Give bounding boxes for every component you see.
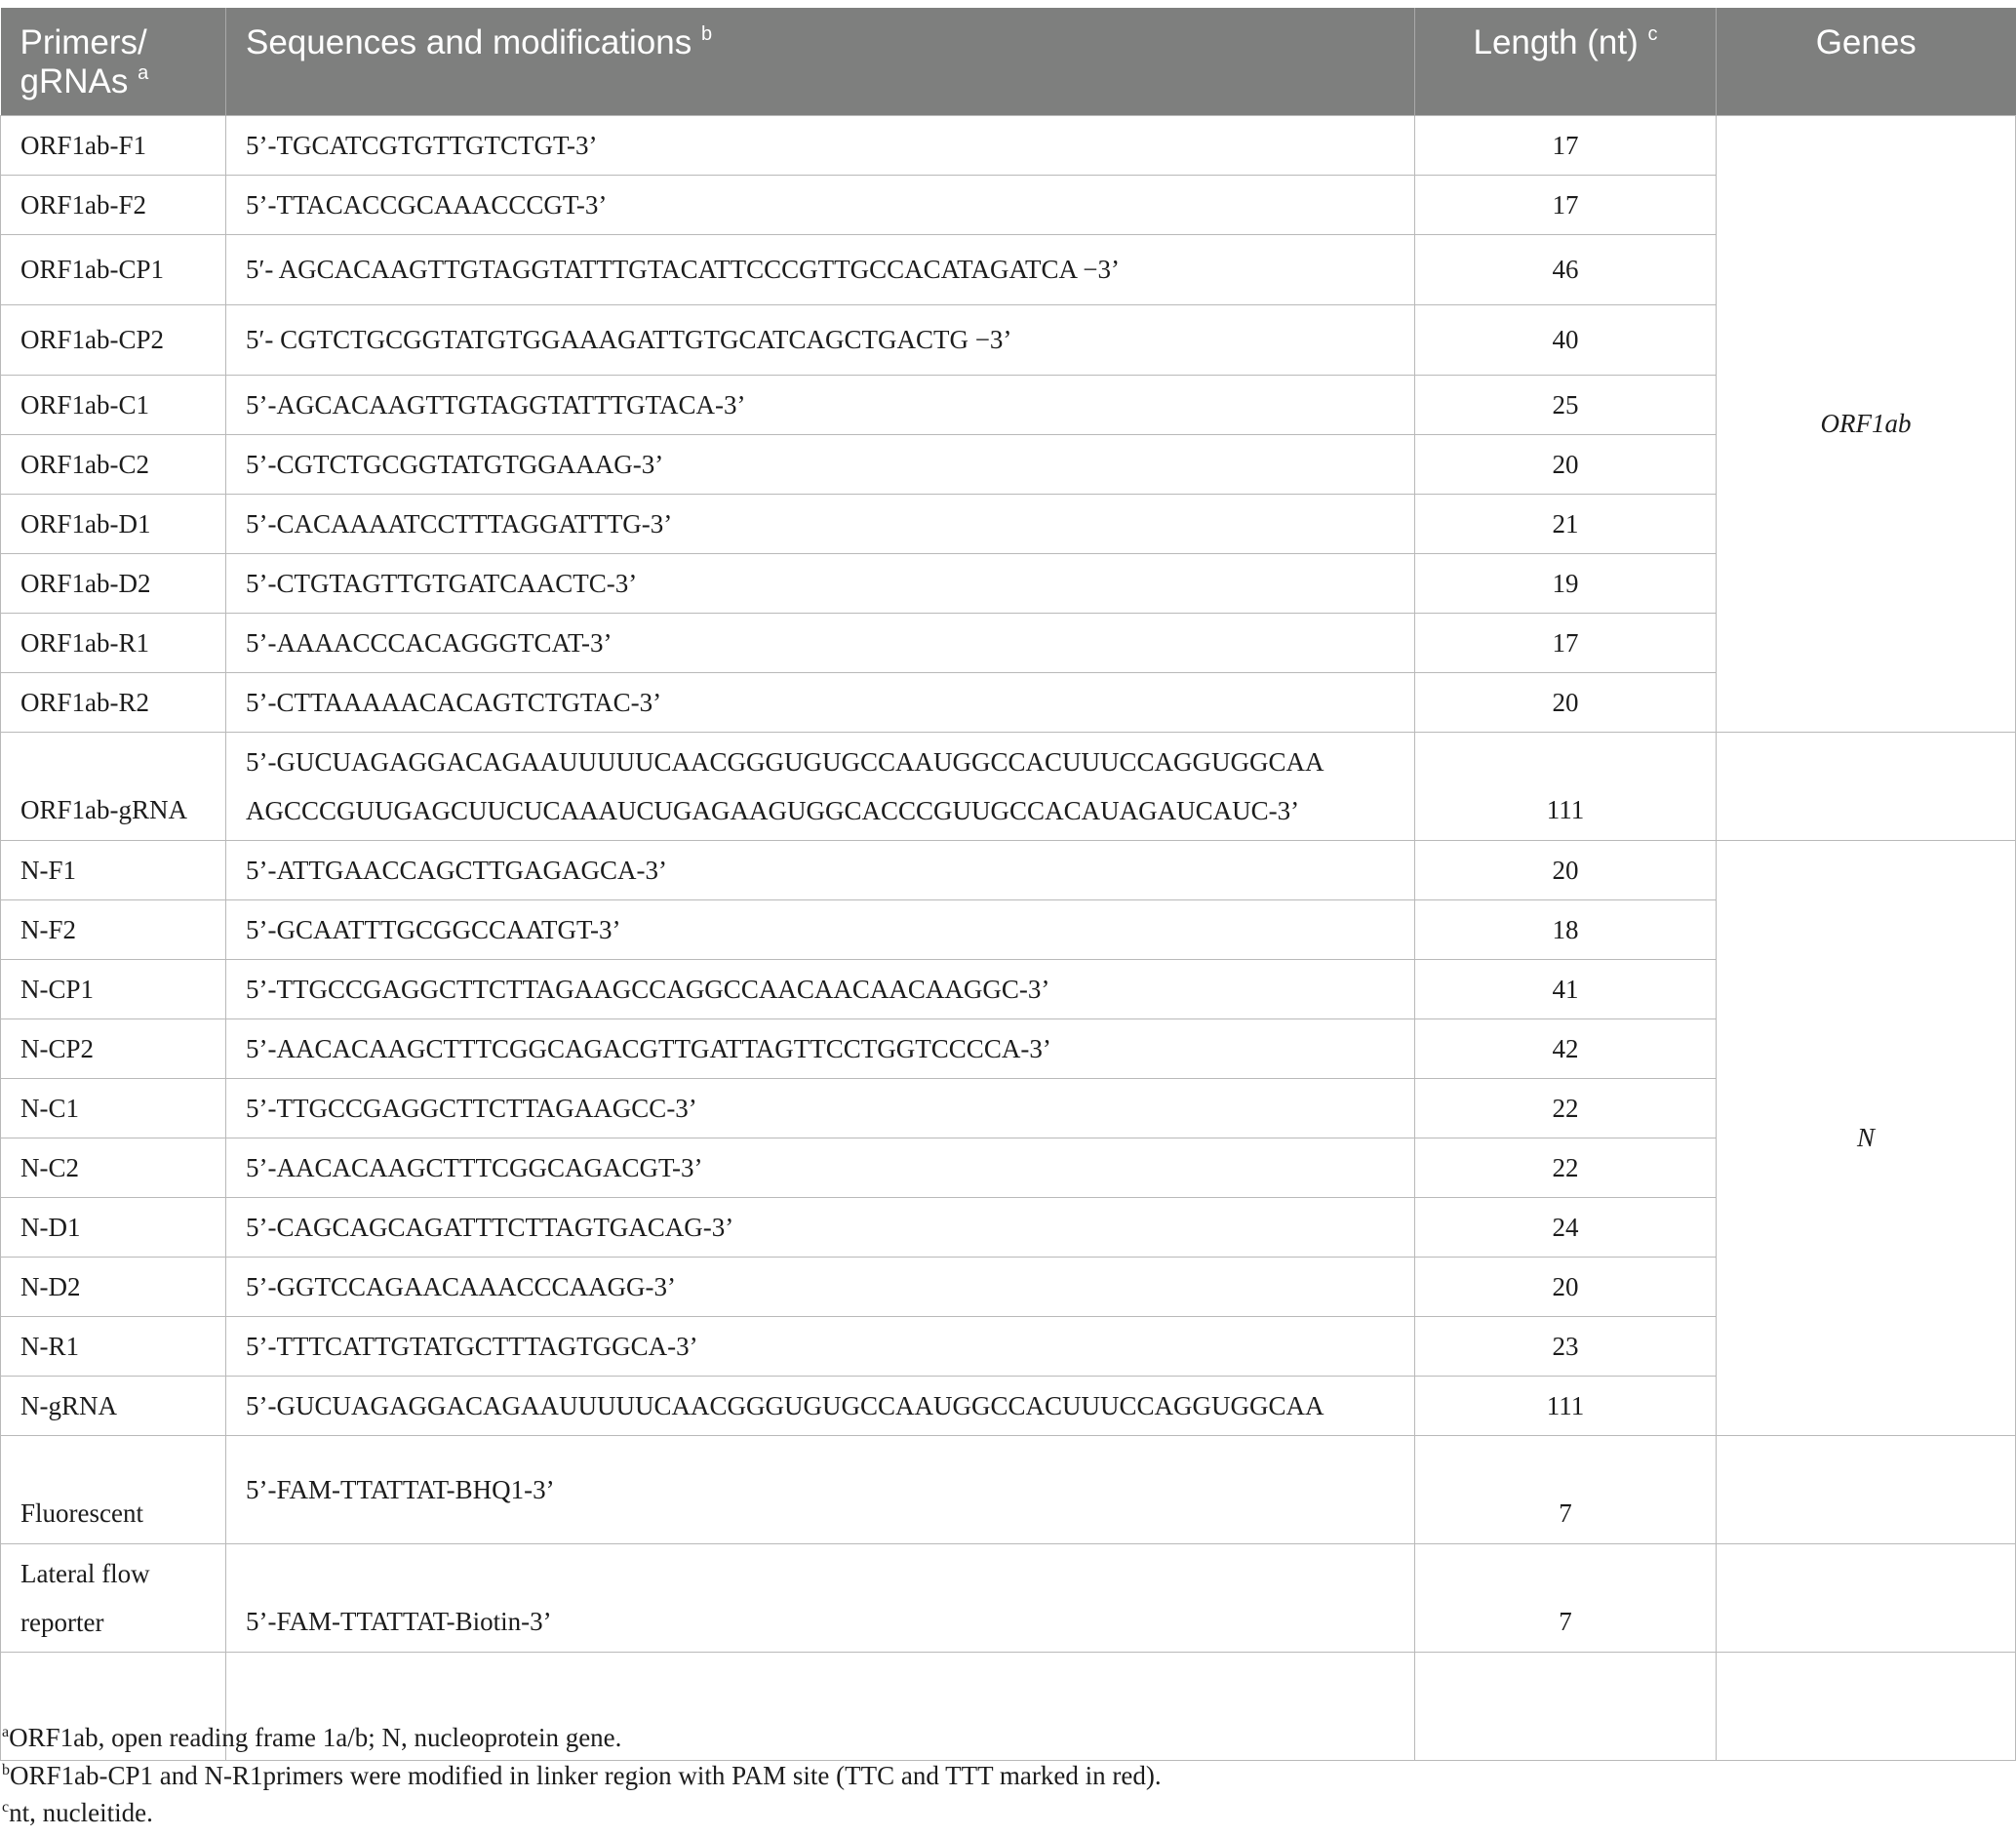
gene-n: N — [1717, 840, 2016, 1435]
table-row — [1, 840, 2016, 899]
primer-sequence: 5’-TTGCCGAGGCTTCTTAGAAGCCAGGCCAACAACAACAAGGC-3’ — [226, 959, 1415, 1018]
table-row — [1, 304, 2016, 375]
primer-length: 46 — [1415, 234, 1717, 304]
primer-name: ORF1ab-F2 — [1, 175, 226, 234]
primer-name: ORF1ab-F1 — [1, 115, 226, 175]
primer-name: N-gRNA — [1, 1376, 226, 1435]
primer-sequence: 5’-TGCATCGTGTTGTCTGT-3’ — [226, 115, 1415, 175]
table-row — [1, 434, 2016, 494]
name-line-2: reporter — [20, 1607, 104, 1637]
table-row — [1, 494, 2016, 553]
header-primers: Primers/ gRNAs $^a$ — [1, 8, 226, 115]
primer-sequence: 5’-CTTAAAAACACAGTCTGTAC-3’ — [226, 672, 1415, 732]
primer-length: 20 — [1415, 434, 1717, 494]
primer-length: 17 — [1415, 115, 1717, 175]
primer-sequence: 5’-GCAATTTGCGGCCAATGT-3’ — [226, 899, 1415, 959]
primer-length: 20 — [1415, 840, 1717, 899]
gene-empty-cell — [1717, 1652, 2016, 1760]
table-row — [1, 959, 2016, 1018]
primer-sequence: 5’-GUCUAGAGGACAGAAUUUUUCAACGGGUGUGCCAAUGGCCACUUUCCAGGUGGCAA — [226, 1376, 1415, 1435]
primer-name: ORF1ab-D2 — [1, 553, 226, 613]
header-length: Length (nt) $^c$ — [1415, 8, 1717, 115]
primer-sequence — [226, 732, 1415, 840]
primer-sequence: 5’-CTGTAGTTGTGATCAACTC-3’ — [226, 553, 1415, 613]
primer-length: 41 — [1415, 959, 1717, 1018]
primer-length: 23 — [1415, 1316, 1717, 1376]
primer-length: 24 — [1415, 1197, 1717, 1257]
table-row — [1, 175, 2016, 234]
primer-length: 40 — [1415, 304, 1717, 375]
sequence-line-1: 5’-FAM-TTATTAT-BHQ1-3’ — [246, 1474, 555, 1504]
footnote-b: $^b$ORF1ab-CP1 and N-R1primers were modified in linker region with PAM site (TTC and TTT marked in red). — [2, 1761, 1162, 1790]
table-row — [1, 234, 2016, 304]
primer-sequence: 5’-TTACACCGCAAACCCGT-3’ — [226, 175, 1415, 234]
gene-orf1ab: ORF1ab — [1717, 115, 2016, 732]
table-row — [1, 115, 2016, 175]
primer-name: N-D1 — [1, 1197, 226, 1257]
primer-name: N-CP2 — [1, 1018, 226, 1078]
primer-length: 22 — [1415, 1138, 1717, 1197]
primer-name: ORF1ab-C2 — [1, 434, 226, 494]
primer-name: ORF1ab-CP1 — [1, 234, 226, 304]
table-row — [1, 553, 2016, 613]
primer-sequence: 5’-GGTCCAGAACAAACCCAAGG-3’ — [226, 1257, 1415, 1316]
primer-sequence: 5’-CACAAAATCCTTTAGGATTTG-3’ — [226, 494, 1415, 553]
gene-empty-cell — [1717, 732, 2016, 840]
header-genes: Genes — [1717, 8, 2016, 115]
footnote-c: $^c$nt, nucleitide. — [2, 1798, 153, 1827]
primer-sequence: 5’-TTGCCGAGGCTTCTTAGAAGCC-3’ — [226, 1078, 1415, 1138]
primer-name: ORF1ab-D1 — [1, 494, 226, 553]
primer-sequence: 5’-CAGCAGCAGATTTCTTAGTGACAG-3’ — [226, 1197, 1415, 1257]
primer-name: N-C2 — [1, 1138, 226, 1197]
primer-length: 7 — [1415, 1435, 1717, 1543]
table-header-row — [1, 8, 2016, 115]
table-row — [1, 899, 2016, 959]
primer-name: N-F1 — [1, 840, 226, 899]
primer-name: ORF1ab-R1 — [1, 613, 226, 672]
gene-empty-cell — [1717, 1543, 2016, 1652]
table-row — [1, 1197, 2016, 1257]
gene-empty-cell — [1717, 1435, 2016, 1543]
primer-sequence: 5’-CGTCTGCGGTATGTGGAAAG-3’ — [226, 434, 1415, 494]
header-sequences: Sequences and modifications $^b$ — [226, 8, 1415, 115]
primer-length: 7 — [1415, 1543, 1717, 1652]
table-row — [1, 1018, 2016, 1078]
primer-sequence: 5′- CGTCTGCGGTATGTGGAAAGATTGTGCATCAGCTGACTG −3’ — [226, 304, 1415, 375]
primer-length: 111 — [1415, 1376, 1717, 1435]
footnote-a: $^a$ORF1ab, open reading frame 1a/b; N, nucleoprotein gene. — [2, 1723, 622, 1752]
primer-sequence: 5’-AGCACAAGTTGTAGGTATTTGTACA-3’ — [226, 375, 1415, 434]
primer-length: 19 — [1415, 553, 1717, 613]
primer-table — [0, 8, 2016, 1761]
primer-name: ORF1ab-R2 — [1, 672, 226, 732]
primer-table-container — [0, 8, 2016, 1761]
primer-name — [1, 1543, 226, 1652]
table-row — [1, 1543, 2016, 1652]
table-row — [1, 613, 2016, 672]
primer-name: N-D2 — [1, 1257, 226, 1316]
primer-length: 17 — [1415, 175, 1717, 234]
name-line-1: Lateral flow — [20, 1558, 150, 1588]
sequence-line-1: 5’-GUCUAGAGGACAGAAUUUUUCAACGGGUGUGCCAAUGGCCACUUUCCAGGUGGCAA — [246, 746, 1324, 777]
table-row — [1, 732, 2016, 840]
primer-sequence — [226, 1435, 1415, 1543]
sequence-line-2: AGCCCGUUGAGCUUCUCAAAUCUGAGAAGUGGCACCCGUUGCCACAUAGAUCAUC-3’ — [246, 795, 1300, 825]
primer-name: ORF1ab-C1 — [1, 375, 226, 434]
primer-sequence: 5′- AGCACAAGTTGTAGGTATTTGTACATTCCCGTTGCCACATAGATCA −3’ — [226, 234, 1415, 304]
table-row — [1, 375, 2016, 434]
primer-length: 20 — [1415, 1257, 1717, 1316]
primer-sequence: 5’-FAM-TTATTAT-Biotin-3’ — [226, 1543, 1415, 1652]
primer-length: 42 — [1415, 1018, 1717, 1078]
table-row — [1, 1078, 2016, 1138]
table-row — [1, 1257, 2016, 1316]
table-row — [1, 1435, 2016, 1543]
primer-length: 17 — [1415, 613, 1717, 672]
primer-sequence: 5’-ATTGAACCAGCTTGAGAGCA-3’ — [226, 840, 1415, 899]
primer-length — [1415, 1652, 1717, 1760]
table-row — [1, 1316, 2016, 1376]
primer-length: 18 — [1415, 899, 1717, 959]
primer-sequence: 5’-TTTCATTGTATGCTTTAGTGGCA-3’ — [226, 1316, 1415, 1376]
primer-length: 22 — [1415, 1078, 1717, 1138]
primer-name: N-CP1 — [1, 959, 226, 1018]
primer-length: 111 — [1415, 732, 1717, 840]
primer-name: N-R1 — [1, 1316, 226, 1376]
primer-sequence: 5’-AAAACCCACAGGGTCAT-3’ — [226, 613, 1415, 672]
primer-sequence: 5’-AACACAAGCTTTCGGCAGACGTTGATTAGTTCCTGGTCCCCA-3’ — [226, 1018, 1415, 1078]
primer-name: N-F2 — [1, 899, 226, 959]
table-row — [1, 1376, 2016, 1435]
primer-name: N-C1 — [1, 1078, 226, 1138]
table-row — [1, 1138, 2016, 1197]
primer-length: 21 — [1415, 494, 1717, 553]
table-row — [1, 672, 2016, 732]
primer-name: ORF1ab-gRNA — [1, 732, 226, 840]
primer-sequence: 5’-AACACAAGCTTTCGGCAGACGT-3’ — [226, 1138, 1415, 1197]
primer-length: 25 — [1415, 375, 1717, 434]
primer-name: ORF1ab-CP2 — [1, 304, 226, 375]
primer-name: Fluorescent — [1, 1435, 226, 1543]
primer-length: 20 — [1415, 672, 1717, 732]
